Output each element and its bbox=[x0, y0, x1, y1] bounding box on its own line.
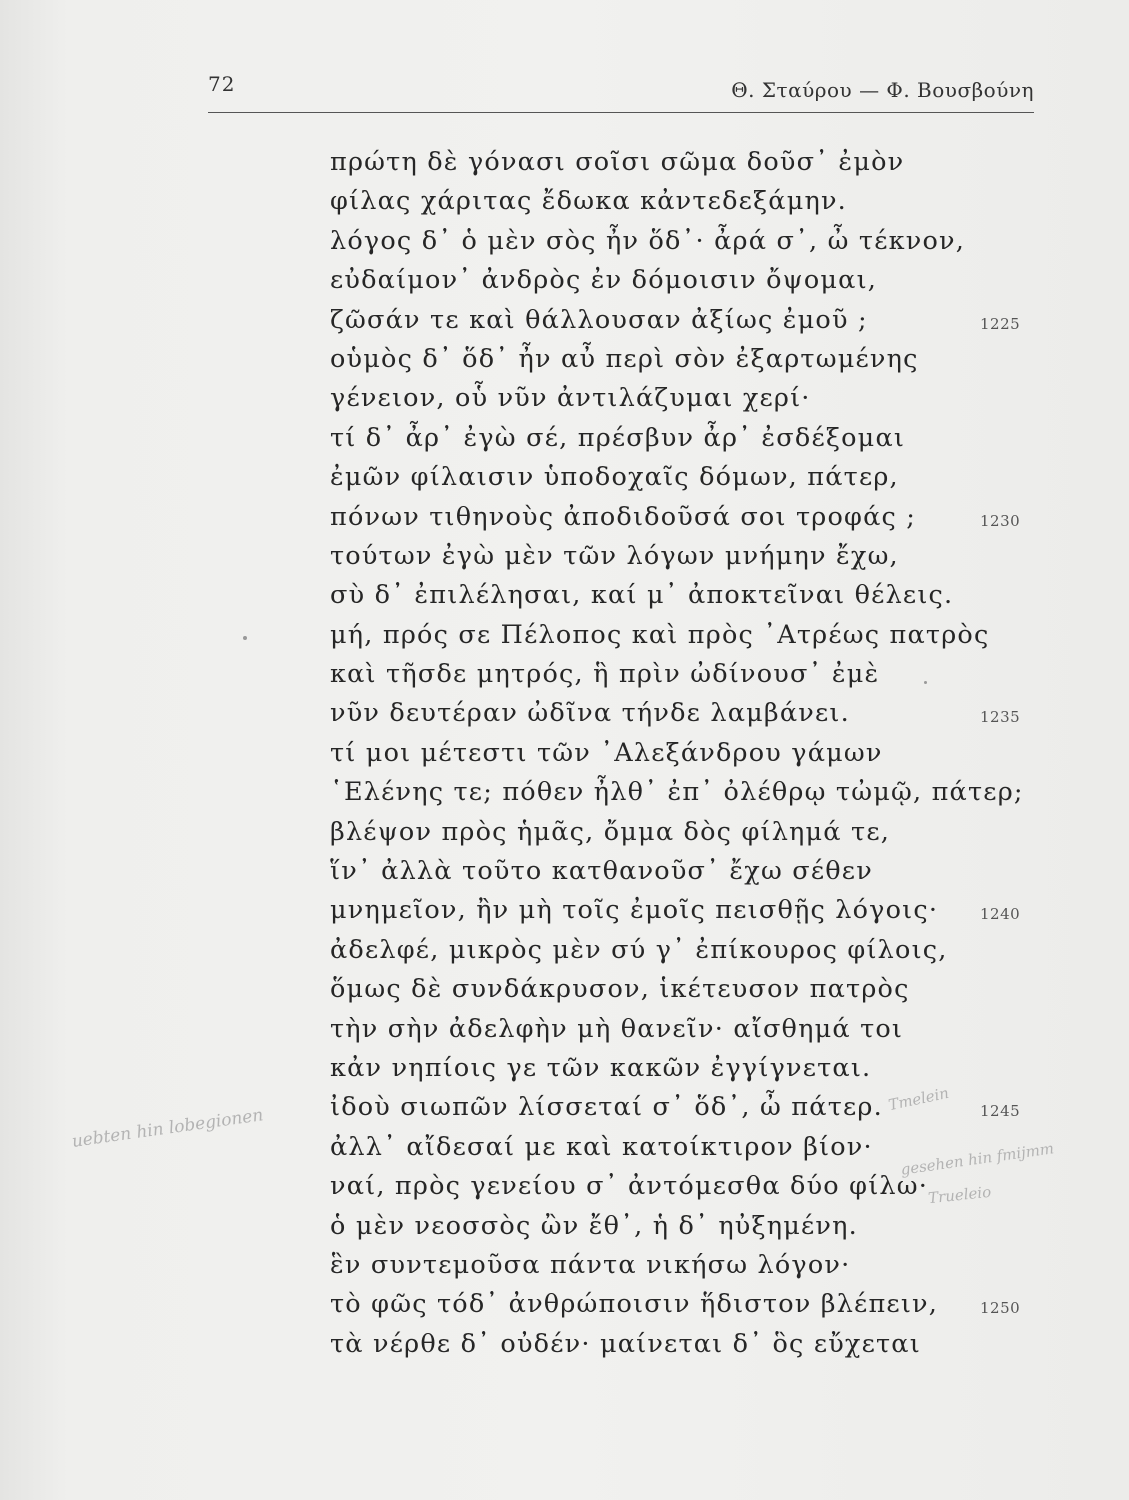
verse-line bbox=[330, 222, 1030, 261]
verse-line bbox=[330, 419, 1030, 458]
verse-line bbox=[330, 852, 1030, 891]
verse-line bbox=[330, 143, 1030, 182]
verse-line bbox=[330, 734, 1030, 773]
verse-text: τὰ νέρθε δ᾽ οὐδέν· μαίνεται δ᾽ ὃς εὔχεται bbox=[330, 1328, 921, 1359]
verse-text: πρώτη δὲ γόνασι σοῖσι σῶμα δοῦσ᾽ ἐμὸν bbox=[330, 147, 905, 177]
verse-text: τί δ᾽ ἆρ᾽ ἐγὼ σέ, πρέσβυν ἆρ᾽ ἐσδέξομαι bbox=[330, 422, 906, 453]
verse-line bbox=[330, 340, 1030, 379]
verse-line bbox=[330, 301, 1030, 340]
verse-text: ἀδελφέ, μικρὸς μὲν σύ γ᾽ ἐπίκουρος φίλοις, bbox=[330, 934, 948, 965]
verse-text: ῾Ελένης τε; πόθεν ἦλθ᾽ ἐπ᾽ ὀλέθρῳ τὠμῷ, πάτερ; bbox=[330, 777, 1024, 808]
verse-line bbox=[330, 1285, 1030, 1324]
verse-text: ἐμῶν φίλαισιν ὑποδοχαῖς δόμων, πάτερ, bbox=[330, 462, 899, 493]
verse-text: μνημεῖον, ἢν μὴ τοῖς ἐμοῖς πεισθῇς λόγοις· bbox=[330, 895, 939, 926]
verse-text: μή, πρός σε Πέλοπος καὶ πρὸς ᾽Ατρέως πατρὸς bbox=[330, 619, 990, 650]
verse-text: οὑμὸς δ᾽ ὅδ᾽ ἦν αὖ περὶ σὸν ἐξαρτωμένης bbox=[330, 343, 919, 374]
verse-text: τὴν σὴν ἀδελφὴν μὴ θανεῖν· αἴσθημά τοι bbox=[330, 1013, 904, 1044]
verse-text: τούτων ἐγὼ μὲν τῶν λόγων μνήμην ἔχω, bbox=[330, 540, 899, 571]
verse-text: καὶ τῆσδε μητρός, ἣ πρὶν ὠδίνουσ᾽ ἐμὲ bbox=[330, 659, 880, 690]
verse-text: νῦν δευτέραν ὠδῖνα τήνδε λαμβάνει. bbox=[330, 698, 850, 729]
verse-line bbox=[330, 1010, 1030, 1049]
verse-text: γένειον, οὗ νῦν ἀντιλάζυμαι χερί· bbox=[330, 383, 811, 414]
verse-line bbox=[330, 891, 1030, 930]
verse-text: εὐδαίμον᾽ ἀνδρὸς ἐν δόμοισιν ὄψομαι, bbox=[330, 265, 878, 296]
line-number: 1250 bbox=[980, 1299, 1021, 1318]
verse-text: ζῶσάν τε καὶ θάλλουσαν ἀξίως ἐμοῦ ; bbox=[330, 304, 868, 335]
verse-line bbox=[330, 655, 1030, 694]
verse-line bbox=[330, 694, 1030, 733]
verse-line bbox=[330, 813, 1030, 852]
verse-text: βλέψον πρὸς ἡμᾶς, ὄμμα δὸς φίλημά τε, bbox=[330, 816, 891, 847]
verse-line bbox=[330, 931, 1030, 970]
ink-speck bbox=[243, 636, 247, 640]
running-head: Θ. Σταύρου — Φ. Βουσβούνη bbox=[731, 78, 1034, 102]
handwritten-note-right-1: Tmelein bbox=[886, 1083, 951, 1115]
verse-text: λόγος δ᾽ ὁ μὲν σὸς ἦν ὅδ᾽· ἆρά σ᾽, ὦ τέκνον, bbox=[330, 225, 966, 256]
line-number: 1235 bbox=[980, 708, 1021, 727]
page-number: 72 bbox=[208, 72, 236, 96]
line-number: 1245 bbox=[980, 1102, 1021, 1121]
verse-block bbox=[330, 143, 1030, 1364]
verse-line bbox=[330, 970, 1030, 1009]
verse-text: ἵν᾽ ἀλλὰ τοῦτο κατθανοῦσ᾽ ἔχω σέθεν bbox=[330, 856, 873, 887]
verse-text: πόνων τιθηνοὺς ἀποδιδοῦσά σοι τροφάς ; bbox=[330, 501, 917, 532]
verse-line bbox=[330, 379, 1030, 418]
verse-line bbox=[330, 773, 1030, 812]
verse-line bbox=[330, 182, 1030, 221]
verse-text: ὅμως δὲ συνδάκρυσον, ἱκέτευσον πατρὸς bbox=[330, 974, 910, 1005]
page-header bbox=[208, 72, 1034, 113]
verse-text: φίλας χάριτας ἔδωκα κἀντεδεξάμην. bbox=[330, 186, 847, 217]
ink-speck bbox=[924, 681, 927, 684]
verse-text: ἓν συντεμοῦσα πάντα νικήσω λόγον· bbox=[330, 1249, 851, 1280]
verse-line bbox=[330, 261, 1030, 300]
verse-line bbox=[330, 1207, 1030, 1246]
verse-text: ἰδοὺ σιωπῶν λίσσεταί σ᾽ ὅδ᾽, ὦ πάτερ. bbox=[330, 1092, 883, 1123]
line-number: 1230 bbox=[980, 511, 1021, 530]
verse-line bbox=[330, 1246, 1030, 1285]
verse-line bbox=[330, 1325, 1030, 1364]
verse-line bbox=[330, 616, 1030, 655]
handwritten-note-right-3: Trueleio bbox=[927, 1182, 992, 1208]
verse-text: τί μοι μέτεστι τῶν ᾽Αλεξάνδρου γάμων bbox=[330, 737, 883, 768]
verse-text: κἀν νηπίοις γε τῶν κακῶν ἐγγίγνεται. bbox=[330, 1052, 872, 1083]
handwritten-note-right-2: gesehen hin fmijmm bbox=[899, 1139, 1056, 1179]
verse-line bbox=[330, 537, 1030, 576]
verse-text: ὁ μὲν νεοσσὸς ὢν ἔθ᾽, ἡ δ᾽ ηὐξημένη. bbox=[330, 1210, 858, 1241]
verse-text: ἀλλ᾽ αἴδεσαί με καὶ κατοίκτιρον βίον· bbox=[330, 1131, 873, 1162]
verse-text: τὸ φῶς τόδ᾽ ἀνθρώποισιν ἥδιστον βλέπειν, bbox=[330, 1289, 939, 1320]
verse-line bbox=[330, 576, 1030, 615]
handwritten-note-left: uebten hin lobegionen bbox=[70, 1105, 265, 1152]
verse-line bbox=[330, 1049, 1030, 1088]
verse-text: σὺ δ᾽ ἐπιλέλησαι, καί μ᾽ ἀποκτεῖναι θέλεις. bbox=[330, 580, 954, 611]
verse-text: ναί, πρὸς γενείου σ᾽ ἀντόμεσθα δύο φίλω· bbox=[330, 1171, 929, 1202]
line-number: 1225 bbox=[980, 314, 1021, 333]
line-number: 1240 bbox=[980, 905, 1021, 924]
verse-line bbox=[330, 498, 1030, 537]
verse-line bbox=[330, 458, 1030, 497]
